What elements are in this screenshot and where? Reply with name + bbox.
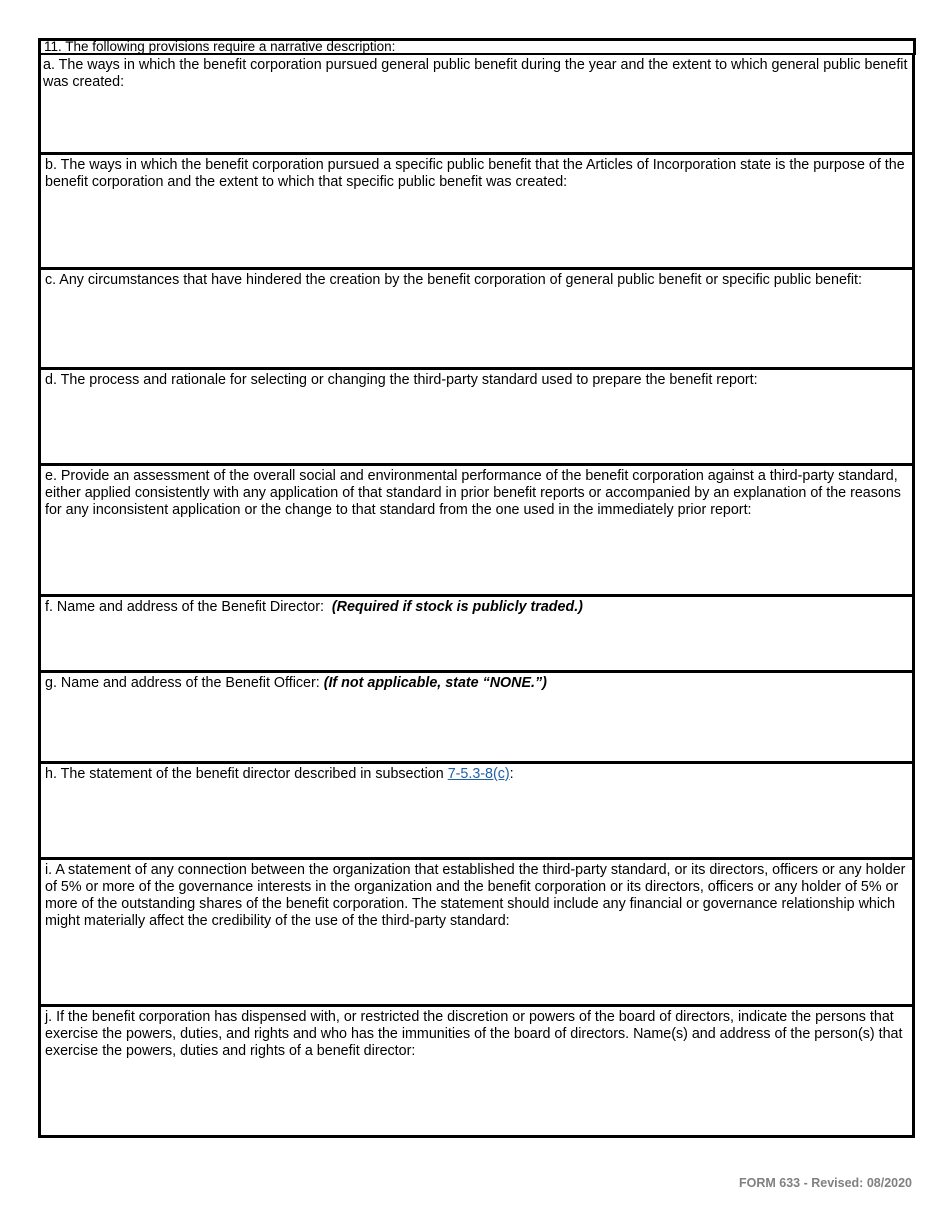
section-c-field[interactable] — [38, 270, 915, 370]
section-h-label: h. The statement of the benefit director described in subsection — [45, 766, 444, 782]
section-e-field[interactable] — [38, 466, 915, 597]
section-f-field[interactable] — [38, 597, 915, 673]
section-g-field[interactable] — [38, 673, 915, 764]
section-i-label: i. A statement of any connection between the organization that established the third-party standard, or its directors, officers or any holder of 5% or more of the governance interests in the organization and the benefit corporation or its directors, officers or any holder of 5% or more of the outstanding shares of the benefit corporation. The statement should include any financial or governance relationship which might materially affect the credibility of the use of the third-party standard: — [45, 862, 906, 929]
form-revision-label: FORM 633 - Revised: 08/2020 — [739, 1176, 912, 1190]
section-h-colon: : — [509, 766, 514, 782]
section-h-field[interactable] — [38, 764, 915, 860]
section-g-text — [45, 675, 908, 692]
section-i-field[interactable] — [38, 860, 915, 1007]
section-c-label: c. Any circumstances that have hindered the creation by the benefit corporation of general public benefit or specific public benefit: — [45, 272, 862, 288]
section-f-note: (Required if stock is publicly traded.) — [331, 599, 583, 615]
section-b-field[interactable] — [38, 155, 915, 270]
section-j-field[interactable] — [38, 1007, 915, 1138]
provision-11-header — [38, 38, 916, 55]
section-f-text — [45, 599, 908, 616]
section-f-label: f. Name and address of the Benefit Director: — [45, 599, 324, 615]
section-g-label: g. Name and address of the Benefit Officer: — [45, 675, 320, 691]
section-d-label: d. The process and rationale for selecting or changing the third-party standard used to prepare the benefit report: — [45, 372, 758, 388]
provision-11-header-label: 11. The following provisions require a narrative description: — [44, 39, 396, 54]
section-g-note: (If not applicable, state “NONE.”) — [323, 675, 547, 691]
section-b-label: b. The ways in which the benefit corporation pursued a specific public benefit that the Articles of Incorporation state is the purpose of the benefit corporation and the extent to which that specific public benefit was created: — [45, 157, 905, 190]
statute-link[interactable]: 7-5.3-8(c) — [447, 766, 510, 782]
section-e-label: e. Provide an assessment of the overall social and environmental performance of the benefit corporation against a third-party standard, either applied consistently with any application of that standard in prior benefit reports or accompanied by an explanation of the reasons for any inconsistent application or the change to that standard from the one used in the immediately prior report: — [45, 468, 901, 518]
section-h-text — [45, 766, 908, 783]
section-d-field[interactable] — [38, 370, 915, 466]
section-a-label: a. The ways in which the benefit corporation pursued general public benefit during the year and the extent to which general public benefit was created: — [43, 57, 908, 90]
section-a-field[interactable] — [38, 55, 915, 155]
section-j-label: j. If the benefit corporation has dispensed with, or restricted the discretion or powers of the board of directors, indicate the persons that exercise the powers, duties, and rights and who has the immunities of the board of directors. Name(s) and address of the person(s) that exercise the powers, duties and rights of a benefit director: — [45, 1009, 903, 1059]
